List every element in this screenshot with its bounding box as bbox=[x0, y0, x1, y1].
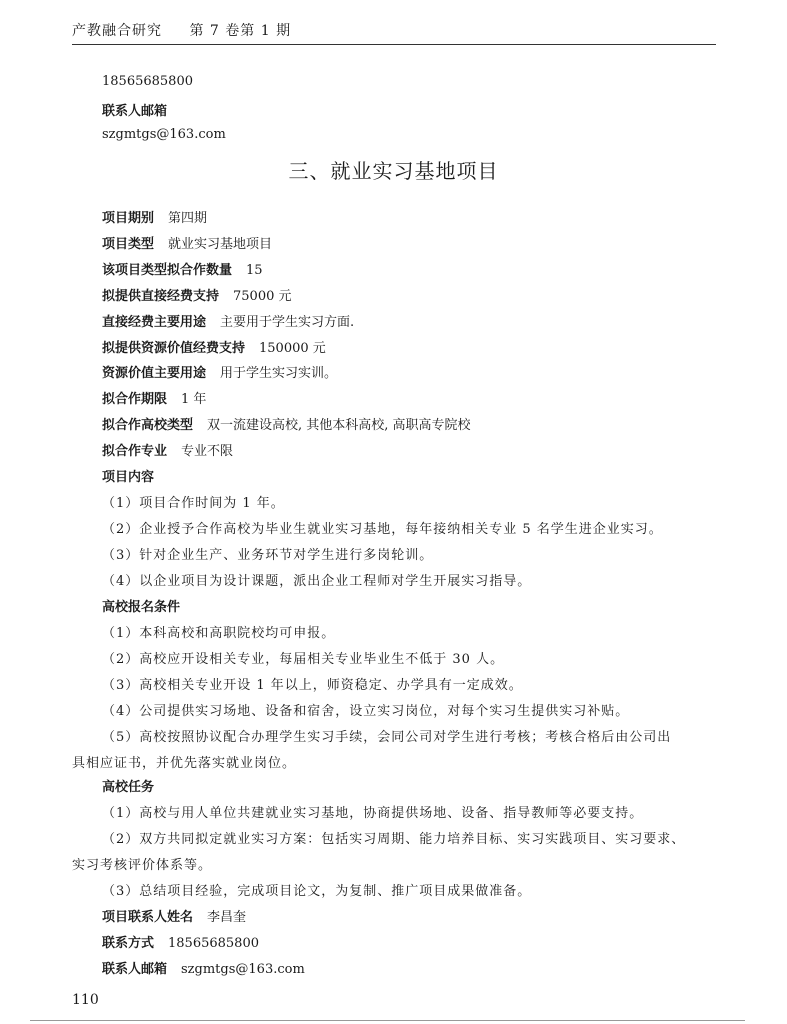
field-row bbox=[102, 233, 272, 252]
contact-phone: 18565685800 bbox=[168, 936, 259, 951]
condition-item: （2）高校应开设相关专业，每届相关专业毕业生不低于 30 人。 bbox=[102, 652, 505, 667]
tasks-heading: 高校任务 bbox=[102, 780, 155, 795]
journal-name: 产教融合研究 bbox=[72, 23, 162, 39]
conditions-heading: 高校报名条件 bbox=[102, 600, 181, 615]
running-header bbox=[72, 20, 716, 45]
content-heading: 项目内容 bbox=[102, 470, 155, 485]
previous-contact-email: szgmtgs@163.com bbox=[102, 127, 226, 142]
contact-phone-label: 联系方式 bbox=[102, 936, 155, 951]
contact-email: szgmtgs@163.com bbox=[181, 962, 305, 977]
task-item-continued: （2）双方共同拟定就业实习方案：包括实习周期、能力培养目标、实习实践项目、实习要求、 bbox=[102, 832, 686, 847]
field-row bbox=[102, 362, 337, 381]
field-value: 15 bbox=[246, 263, 263, 278]
contact-name-row bbox=[102, 906, 246, 925]
content-item: （4）以企业项目为设计课题，派出企业工程师对学生开展实习指导。 bbox=[102, 574, 532, 589]
field-row bbox=[102, 337, 326, 356]
task-item-wrap: 实习考核评价体系等。 bbox=[72, 858, 213, 873]
content-item: （3）针对企业生产、业务环节对学生进行多岗轮训。 bbox=[102, 548, 434, 563]
previous-contact-phone: 18565685800 bbox=[102, 74, 193, 89]
field-row bbox=[102, 285, 292, 304]
field-row bbox=[102, 259, 263, 278]
field-label: 该项目类型拟合作数量 bbox=[102, 263, 233, 278]
field-row bbox=[102, 440, 233, 459]
field-value: 75000 元 bbox=[233, 289, 292, 304]
field-label: 拟合作专业 bbox=[102, 444, 168, 459]
field-value: 第四期 bbox=[168, 211, 208, 226]
contact-name: 李昌奎 bbox=[207, 910, 247, 925]
section-title: 三、就业实习基地项目 bbox=[288, 159, 499, 183]
field-value: 专业不限 bbox=[181, 444, 234, 459]
condition-item-continued: （5）高校按照协议配合办理学生实习手续，会同公司对学生进行考核；考核合格后由公司出 bbox=[102, 730, 672, 745]
content-item: （2）企业授予合作高校为毕业生就业实习基地，每年接纳相关专业 5 名学生进企业实习。 bbox=[102, 522, 663, 537]
contact-email-label: 联系人邮箱 bbox=[102, 962, 168, 977]
field-label: 拟合作期限 bbox=[102, 392, 168, 407]
field-label: 拟合作高校类型 bbox=[102, 418, 194, 433]
page-number: 110 bbox=[72, 992, 99, 1008]
field-row bbox=[102, 311, 354, 330]
contact-phone-row bbox=[102, 932, 259, 951]
field-value: 双一流建设高校, 其他本科高校, 高职高专院校 bbox=[207, 418, 471, 433]
field-label: 拟提供直接经费支持 bbox=[102, 289, 220, 304]
issue-info: 第 7 卷第 1 期 bbox=[189, 23, 292, 39]
task-item: （3）总结项目经验，完成项目论文，为复制、推广项目成果做准备。 bbox=[102, 884, 532, 899]
field-label: 项目期别 bbox=[102, 211, 155, 226]
contact-name-label: 项目联系人姓名 bbox=[102, 910, 194, 925]
content-item: （1）项目合作时间为 1 年。 bbox=[102, 496, 285, 511]
field-value: 150000 元 bbox=[259, 341, 326, 356]
footer-rule bbox=[30, 1020, 745, 1021]
field-value: 就业实习基地项目 bbox=[168, 237, 273, 252]
field-label: 项目类型 bbox=[102, 237, 155, 252]
field-value: 主要用于学生实习方面. bbox=[220, 315, 355, 330]
field-row bbox=[102, 414, 471, 433]
field-row bbox=[102, 207, 207, 226]
field-label: 拟提供资源价值经费支持 bbox=[102, 341, 246, 356]
condition-item: （4）公司提供实习场地、设备和宿舍，设立实习岗位，对每个实习生提供实习补贴。 bbox=[102, 704, 630, 719]
task-item: （1）高校与用人单位共建就业实习基地，协商提供场地、设备、指导教师等必要支持。 bbox=[102, 806, 644, 821]
field-label: 资源价值主要用途 bbox=[102, 366, 207, 381]
field-label: 直接经费主要用途 bbox=[102, 315, 207, 330]
previous-contact-email-label: 联系人邮箱 bbox=[102, 104, 168, 119]
field-value: 1 年 bbox=[181, 392, 207, 407]
field-row bbox=[102, 388, 206, 407]
field-value: 用于学生实习实训。 bbox=[220, 366, 338, 381]
condition-item: （1）本科高校和高职院校均可申报。 bbox=[102, 626, 336, 641]
condition-item: （3）高校相关专业开设 1 年以上，师资稳定、办学具有一定成效。 bbox=[102, 678, 523, 693]
contact-email-row bbox=[102, 958, 305, 977]
condition-item-wrap: 具相应证书，并优先落实就业岗位。 bbox=[72, 756, 297, 771]
